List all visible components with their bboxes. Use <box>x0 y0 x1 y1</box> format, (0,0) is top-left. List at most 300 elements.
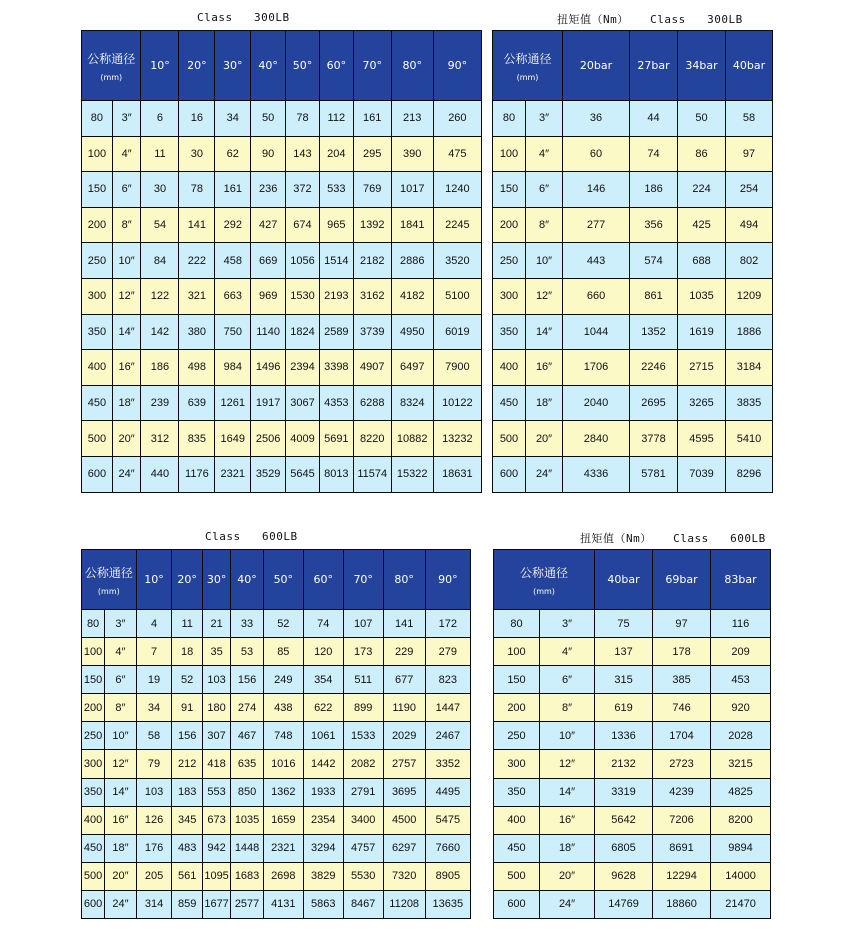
torque-value: 823 <box>425 666 470 694</box>
torque-value: 4495 <box>425 778 470 806</box>
column-header: 60° <box>303 550 343 610</box>
nominal-diameter-mm: 450 <box>82 834 105 862</box>
nominal-diameter-inch: 18″ <box>526 385 563 421</box>
nominal-diameter-inch: 4″ <box>526 136 563 172</box>
torque-value: 1190 <box>383 694 425 722</box>
nominal-diameter-inch: 24″ <box>526 456 563 492</box>
table-row <box>493 243 773 279</box>
torque-value: 156 <box>172 722 202 750</box>
column-header: 80° <box>391 31 433 101</box>
torque-value: 533 <box>319 172 353 208</box>
nominal-diameter-inch: 14″ <box>112 314 141 350</box>
torque-value: 91 <box>172 694 202 722</box>
torque-value: 173 <box>343 638 383 666</box>
torque-value: 746 <box>653 694 711 722</box>
nominal-diameter-header <box>82 550 137 610</box>
torque-value: 1017 <box>391 172 433 208</box>
table-row <box>82 638 471 666</box>
table-row <box>494 862 771 890</box>
torque-value: 1392 <box>353 207 391 243</box>
torque-value: 8220 <box>353 421 391 457</box>
table-row <box>82 243 482 279</box>
torque-value: 97 <box>726 136 773 172</box>
nominal-diameter-inch: 6″ <box>105 666 137 694</box>
torque-value: 212 <box>172 750 202 778</box>
torque-value: 18860 <box>653 890 711 918</box>
torque-value: 4 <box>136 610 172 638</box>
torque-value: 3265 <box>678 385 726 421</box>
torque-value: 183 <box>172 778 202 806</box>
nominal-diameter-mm: 500 <box>82 421 113 457</box>
torque-value: 1514 <box>319 243 353 279</box>
table-row <box>82 722 471 750</box>
torque-value: 674 <box>286 207 320 243</box>
torque-value: 1824 <box>286 314 320 350</box>
nominal-diameter-label: 公称通径 <box>503 51 552 66</box>
torque-value: 5691 <box>319 421 353 457</box>
torque-value: 5642 <box>595 806 653 834</box>
torque-value: 60 <box>563 136 630 172</box>
torque-value: 673 <box>202 806 230 834</box>
torque-value: 1442 <box>303 750 343 778</box>
nominal-diameter-inch: 12″ <box>105 750 137 778</box>
torque-value: 1619 <box>678 314 726 350</box>
torque-value: 1533 <box>343 722 383 750</box>
nominal-diameter-mm: 250 <box>494 722 540 750</box>
torque-value: 1841 <box>391 207 433 243</box>
nominal-diameter-header <box>494 550 595 610</box>
torque-value: 312 <box>141 421 179 457</box>
nominal-diameter-inch: 14″ <box>540 778 595 806</box>
torque-value: 3184 <box>726 350 773 386</box>
column-header: 20° <box>179 31 215 101</box>
torque-value: 4500 <box>383 806 425 834</box>
torque-value: 307 <box>202 722 230 750</box>
torque-value: 222 <box>179 243 215 279</box>
nominal-diameter-mm: 200 <box>493 207 526 243</box>
column-header: 10° <box>141 31 179 101</box>
torque-value: 574 <box>630 243 678 279</box>
torque-value: 11574 <box>353 456 391 492</box>
torque-value: 85 <box>263 638 303 666</box>
torque-value: 34 <box>136 694 172 722</box>
torque-value: 850 <box>231 778 264 806</box>
nominal-diameter-mm: 600 <box>82 456 113 492</box>
torque-value: 4239 <box>653 778 711 806</box>
torque-value: 204 <box>319 136 353 172</box>
torque-value: 224 <box>678 172 726 208</box>
torque-value: 354 <box>303 666 343 694</box>
torque-value: 4182 <box>391 278 433 314</box>
table-row <box>82 421 482 457</box>
torque-value: 33 <box>231 610 264 638</box>
torque-value: 418 <box>202 750 230 778</box>
nominal-diameter-inch: 14″ <box>105 778 137 806</box>
torque-value: 5530 <box>343 862 383 890</box>
torque-value: 178 <box>653 638 711 666</box>
torque-value: 7 <box>136 638 172 666</box>
column-header: 40° <box>231 550 264 610</box>
unit-label: (mm) <box>97 586 120 596</box>
torque-value: 143 <box>286 136 320 172</box>
torque-value: 229 <box>383 638 425 666</box>
torque-value: 10122 <box>433 385 481 421</box>
torque-value: 438 <box>263 694 303 722</box>
torque-value: 453 <box>711 666 771 694</box>
nominal-diameter-mm: 100 <box>494 638 540 666</box>
torque-value: 236 <box>251 172 286 208</box>
torque-value: 137 <box>595 638 653 666</box>
torque-value: 1016 <box>263 750 303 778</box>
torque-value: 19 <box>136 666 172 694</box>
torque-value: 1240 <box>433 172 481 208</box>
torque-value: 3398 <box>319 350 353 386</box>
torque-value: 380 <box>179 314 215 350</box>
torque-value: 2354 <box>303 806 343 834</box>
torque-value: 475 <box>433 136 481 172</box>
torque-value: 260 <box>433 101 481 137</box>
torque-value: 122 <box>141 278 179 314</box>
table-row <box>494 834 771 862</box>
torque-value: 90 <box>251 136 286 172</box>
table-row <box>493 385 773 421</box>
torque-value: 1035 <box>231 806 264 834</box>
torque-value: 1035 <box>678 278 726 314</box>
table-row <box>493 421 773 457</box>
table-row <box>82 862 471 890</box>
torque-value: 9628 <box>595 862 653 890</box>
nominal-diameter-inch: 12″ <box>112 278 141 314</box>
column-header: 20bar <box>563 31 630 101</box>
nominal-diameter-mm: 150 <box>82 666 105 694</box>
torque-value: 84 <box>141 243 179 279</box>
table-row <box>82 890 471 918</box>
table-row <box>82 694 471 722</box>
torque-value: 5781 <box>630 456 678 492</box>
torque-value: 1704 <box>653 722 711 750</box>
torque-value: 3529 <box>251 456 286 492</box>
torque-value: 3829 <box>303 862 343 890</box>
torque-value: 112 <box>319 101 353 137</box>
table-row <box>494 722 771 750</box>
nominal-diameter-inch: 6″ <box>526 172 563 208</box>
nominal-diameter-mm: 200 <box>82 694 105 722</box>
header-row <box>494 550 771 610</box>
nominal-diameter-mm: 600 <box>493 456 526 492</box>
torque-value: 1448 <box>231 834 264 862</box>
torque-value: 1095 <box>202 862 230 890</box>
torque-value: 2757 <box>383 750 425 778</box>
nominal-diameter-inch: 16″ <box>112 350 141 386</box>
torque-value: 107 <box>343 610 383 638</box>
nominal-diameter-inch: 16″ <box>105 806 137 834</box>
nominal-diameter-mm: 350 <box>82 778 105 806</box>
torque-value: 4595 <box>678 421 726 457</box>
torque-value: 9894 <box>711 834 771 862</box>
nominal-diameter-inch: 3″ <box>105 610 137 638</box>
torque-value: 1659 <box>263 806 303 834</box>
nominal-diameter-inch: 8″ <box>112 207 141 243</box>
table-row <box>493 101 773 137</box>
torque-value: 3835 <box>726 385 773 421</box>
torque-value: 52 <box>263 610 303 638</box>
unit-label: (mm) <box>533 586 555 596</box>
nominal-diameter-mm: 80 <box>82 101 113 137</box>
torque-value: 10882 <box>391 421 433 457</box>
torque-value: 769 <box>353 172 391 208</box>
table-row <box>494 638 771 666</box>
torque-value: 619 <box>595 694 653 722</box>
torque-value: 390 <box>391 136 433 172</box>
table-row <box>493 172 773 208</box>
table-row <box>494 694 771 722</box>
column-header: 90° <box>433 31 481 101</box>
torque-value: 1336 <box>595 722 653 750</box>
torque-value: 1530 <box>286 278 320 314</box>
torque-value: 50 <box>251 101 286 137</box>
torque-value: 3067 <box>286 385 320 421</box>
torque-value: 2840 <box>563 421 630 457</box>
nominal-diameter-mm: 450 <box>493 385 526 421</box>
torque-value: 103 <box>202 666 230 694</box>
column-header: 20° <box>172 550 202 610</box>
column-header: 83bar <box>711 550 771 610</box>
nominal-diameter-inch: 10″ <box>526 243 563 279</box>
nominal-diameter-mm: 400 <box>493 350 526 386</box>
torque-value: 385 <box>653 666 711 694</box>
nominal-diameter-inch: 16″ <box>526 350 563 386</box>
torque-value: 4353 <box>319 385 353 421</box>
nominal-diameter-mm: 350 <box>493 314 526 350</box>
torque-value: 186 <box>630 172 678 208</box>
torque-value: 1447 <box>425 694 470 722</box>
torque-value: 635 <box>231 750 264 778</box>
torque-value: 4907 <box>353 350 391 386</box>
torque-value: 1140 <box>251 314 286 350</box>
torque-value: 78 <box>179 172 215 208</box>
torque-value: 44 <box>630 101 678 137</box>
torque-value: 2029 <box>383 722 425 750</box>
table-row <box>82 172 482 208</box>
torque-value: 748 <box>263 722 303 750</box>
nominal-diameter-mm: 150 <box>82 172 113 208</box>
column-header: 34bar <box>678 31 726 101</box>
torque-value: 899 <box>343 694 383 722</box>
torque-value: 2040 <box>563 385 630 421</box>
nominal-diameter-mm: 300 <box>493 278 526 314</box>
torque-value: 292 <box>215 207 251 243</box>
header-row <box>82 550 471 610</box>
torque-value: 942 <box>202 834 230 862</box>
table-title-300lb-pressure: 扭矩值（Nm） Class 300LB <box>557 13 743 26</box>
torque-value: 483 <box>172 834 202 862</box>
torque-value: 7900 <box>433 350 481 386</box>
torque-value: 1933 <box>303 778 343 806</box>
nominal-diameter-label: 公称通径 <box>87 51 136 66</box>
torque-value: 4131 <box>263 890 303 918</box>
table-row <box>82 456 482 492</box>
torque-value: 254 <box>726 172 773 208</box>
nominal-diameter-mm: 150 <box>494 666 540 694</box>
torque-table-600lb-pressure <box>493 549 771 919</box>
torque-value: 103 <box>136 778 172 806</box>
torque-value: 141 <box>179 207 215 243</box>
torque-value: 1706 <box>563 350 630 386</box>
column-header: 80° <box>383 550 425 610</box>
nominal-diameter-mm: 500 <box>494 862 540 890</box>
torque-value: 11 <box>172 610 202 638</box>
torque-value: 79 <box>136 750 172 778</box>
table-row <box>82 385 482 421</box>
nominal-diameter-mm: 80 <box>493 101 526 137</box>
torque-value: 498 <box>179 350 215 386</box>
table-row <box>82 806 471 834</box>
torque-value: 2193 <box>319 278 353 314</box>
nominal-diameter-mm: 400 <box>82 350 113 386</box>
torque-value: 3778 <box>630 421 678 457</box>
nominal-diameter-mm: 600 <box>82 890 105 918</box>
torque-value: 6288 <box>353 385 391 421</box>
torque-value: 345 <box>172 806 202 834</box>
table-row <box>82 278 482 314</box>
torque-value: 315 <box>595 666 653 694</box>
torque-value: 802 <box>726 243 773 279</box>
torque-value: 141 <box>383 610 425 638</box>
torque-value: 1044 <box>563 314 630 350</box>
torque-value: 58 <box>136 722 172 750</box>
nominal-diameter-inch: 16″ <box>540 806 595 834</box>
torque-value: 314 <box>136 890 172 918</box>
table-row <box>493 456 773 492</box>
torque-value: 984 <box>215 350 251 386</box>
torque-value: 161 <box>353 101 391 137</box>
column-header: 60° <box>319 31 353 101</box>
torque-value: 3294 <box>303 834 343 862</box>
table-row <box>493 136 773 172</box>
nominal-diameter-mm: 250 <box>82 243 113 279</box>
torque-value: 180 <box>202 694 230 722</box>
torque-value: 11208 <box>383 890 425 918</box>
torque-value: 249 <box>263 666 303 694</box>
torque-value: 277 <box>563 207 630 243</box>
torque-value: 295 <box>353 136 391 172</box>
torque-value: 8324 <box>391 385 433 421</box>
nominal-diameter-inch: 8″ <box>526 207 563 243</box>
torque-value: 440 <box>141 456 179 492</box>
torque-value: 1056 <box>286 243 320 279</box>
torque-value: 5475 <box>425 806 470 834</box>
table-row <box>494 806 771 834</box>
torque-value: 146 <box>563 172 630 208</box>
torque-value: 443 <box>563 243 630 279</box>
torque-value: 52 <box>172 666 202 694</box>
table-row <box>82 350 482 386</box>
torque-value: 920 <box>711 694 771 722</box>
torque-value: 3520 <box>433 243 481 279</box>
torque-value: 1683 <box>231 862 264 890</box>
torque-value: 120 <box>303 638 343 666</box>
nominal-diameter-mm: 150 <box>493 172 526 208</box>
column-header: 27bar <box>630 31 678 101</box>
torque-value: 12294 <box>653 862 711 890</box>
torque-value: 2028 <box>711 722 771 750</box>
torque-value: 1176 <box>179 456 215 492</box>
nominal-diameter-mm: 200 <box>494 694 540 722</box>
nominal-diameter-mm: 80 <box>494 610 540 638</box>
nominal-diameter-inch: 6″ <box>112 172 141 208</box>
nominal-diameter-inch: 20″ <box>105 862 137 890</box>
nominal-diameter-header <box>82 31 141 101</box>
table-row <box>493 350 773 386</box>
column-header: 90° <box>425 550 470 610</box>
torque-value: 1362 <box>263 778 303 806</box>
torque-value: 553 <box>202 778 230 806</box>
torque-value: 4009 <box>286 421 320 457</box>
torque-value: 663 <box>215 278 251 314</box>
column-header: 70° <box>353 31 391 101</box>
torque-value: 6497 <box>391 350 433 386</box>
torque-value: 3162 <box>353 278 391 314</box>
torque-value: 622 <box>303 694 343 722</box>
torque-value: 511 <box>343 666 383 694</box>
torque-value: 1649 <box>215 421 251 457</box>
nominal-diameter-mm: 300 <box>494 750 540 778</box>
torque-value: 8200 <box>711 806 771 834</box>
torque-value: 126 <box>136 806 172 834</box>
nominal-diameter-inch: 12″ <box>526 278 563 314</box>
torque-value: 279 <box>425 638 470 666</box>
torque-value: 274 <box>231 694 264 722</box>
nominal-diameter-inch: 10″ <box>105 722 137 750</box>
column-header: 70° <box>343 550 383 610</box>
nominal-diameter-mm: 350 <box>494 778 540 806</box>
nominal-diameter-inch: 20″ <box>540 862 595 890</box>
torque-value: 75 <box>595 610 653 638</box>
torque-value: 3352 <box>425 750 470 778</box>
torque-value: 2245 <box>433 207 481 243</box>
torque-value: 53 <box>231 638 264 666</box>
torque-value: 372 <box>286 172 320 208</box>
unit-label: (mm) <box>100 72 123 82</box>
torque-value: 356 <box>630 207 678 243</box>
torque-value: 7206 <box>653 806 711 834</box>
nominal-diameter-inch: 10″ <box>540 722 595 750</box>
torque-value: 58 <box>726 101 773 137</box>
torque-value: 7039 <box>678 456 726 492</box>
torque-value: 1209 <box>726 278 773 314</box>
torque-value: 62 <box>215 136 251 172</box>
torque-value: 6019 <box>433 314 481 350</box>
torque-value: 1261 <box>215 385 251 421</box>
torque-value: 4336 <box>563 456 630 492</box>
torque-value: 2467 <box>425 722 470 750</box>
nominal-diameter-inch: 24″ <box>105 890 137 918</box>
torque-value: 639 <box>179 385 215 421</box>
torque-value: 13232 <box>433 421 481 457</box>
nominal-diameter-inch: 18″ <box>540 834 595 862</box>
torque-value: 5645 <box>286 456 320 492</box>
torque-value: 561 <box>172 862 202 890</box>
torque-value: 1917 <box>251 385 286 421</box>
column-header: 40bar <box>595 550 653 610</box>
nominal-diameter-inch: 4″ <box>112 136 141 172</box>
nominal-diameter-inch: 4″ <box>540 638 595 666</box>
torque-value: 425 <box>678 207 726 243</box>
table-title-300lb-angle: Class 300LB <box>197 11 290 24</box>
nominal-diameter-mm: 100 <box>493 136 526 172</box>
table-row <box>493 207 773 243</box>
torque-value: 3695 <box>383 778 425 806</box>
